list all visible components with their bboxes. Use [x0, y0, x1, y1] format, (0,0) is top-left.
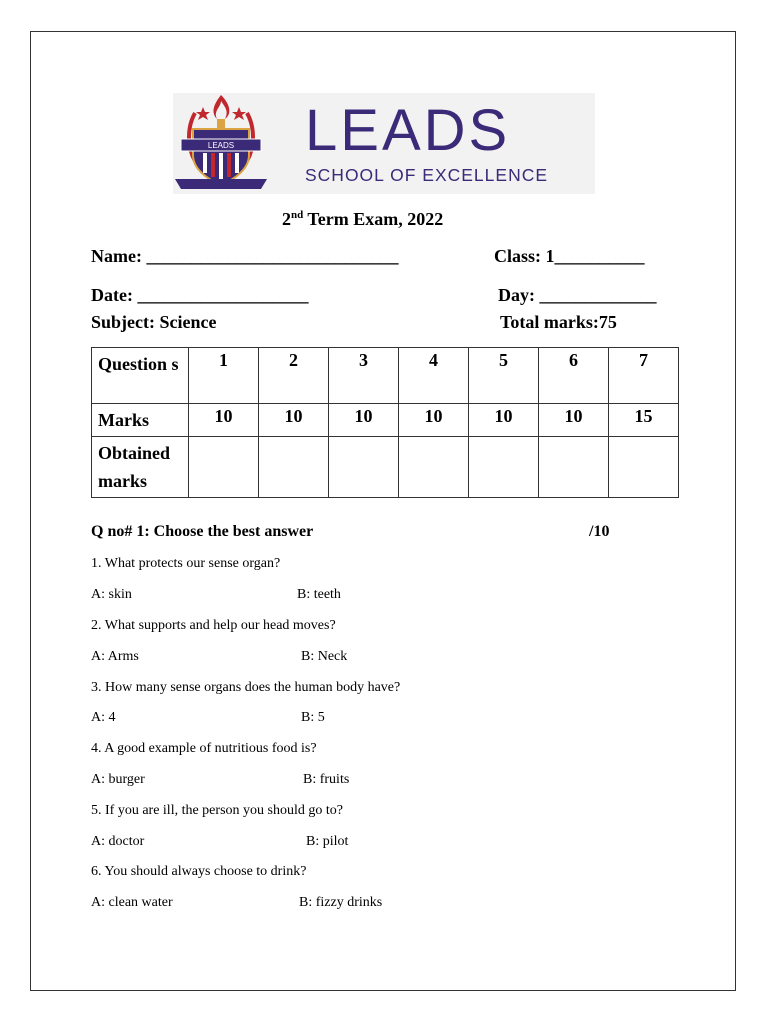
brand-subtitle: SCHOOL OF EXCELLENCE	[305, 165, 549, 185]
question-number-cell: 2	[259, 348, 329, 404]
option-a[interactable]: A: skin	[91, 587, 132, 602]
question-text: 5. If you are ill, the person you should go to?	[91, 803, 343, 818]
question-text: 1. What protects our sense organ?	[91, 556, 281, 571]
table-row-obtained	[92, 437, 679, 498]
obtained-marks-cell[interactable]	[539, 437, 609, 498]
option-b[interactable]: B: fizzy drinks	[299, 895, 383, 910]
obtained-marks-cell[interactable]	[609, 437, 679, 498]
name-field[interactable]: Name: ____________________________	[91, 246, 399, 266]
question-number-cell: 6	[539, 348, 609, 404]
option-a[interactable]: A: clean water	[91, 895, 173, 910]
marks-cell: 10	[469, 404, 539, 437]
option-b[interactable]: B: 5	[301, 710, 325, 725]
crest-ribbon-text: LEADS	[207, 141, 235, 150]
option-b[interactable]: B: fruits	[303, 772, 350, 787]
option-b[interactable]: B: pilot	[306, 834, 349, 849]
row-label-obtained: Obtained marks	[92, 437, 189, 498]
exam-title	[282, 209, 443, 230]
row-label-questions: Question s	[92, 348, 189, 404]
question-number-cell: 1	[189, 348, 259, 404]
row-label-marks: Marks	[92, 404, 189, 437]
question-text: 2. What supports and help our head moves?	[91, 618, 336, 633]
exam-title-text: Term Exam, 2022	[303, 209, 444, 229]
option-a[interactable]: A: burger	[91, 772, 145, 787]
question-number-cell: 7	[609, 348, 679, 404]
table-row-questions	[92, 348, 679, 404]
marks-table	[91, 347, 679, 498]
subject-label: Subject: Science	[91, 312, 217, 332]
marks-cell: 10	[539, 404, 609, 437]
total-marks-label: Total marks:75	[500, 312, 617, 332]
option-a[interactable]: A: doctor	[91, 834, 145, 849]
exam-title-ordinal: nd	[291, 209, 304, 221]
question-text: 6. You should always choose to drink?	[91, 864, 307, 879]
question-number-cell: 5	[469, 348, 539, 404]
obtained-marks-cell[interactable]	[329, 437, 399, 498]
question-text: 3. How many sense organs does the human body have?	[91, 680, 401, 695]
obtained-marks-cell[interactable]	[189, 437, 259, 498]
table-row-marks	[92, 404, 679, 437]
obtained-marks-cell[interactable]	[399, 437, 469, 498]
option-b[interactable]: B: teeth	[297, 587, 341, 602]
question-number-cell: 4	[399, 348, 469, 404]
date-field[interactable]: Date: ___________________	[91, 285, 309, 305]
class-field[interactable]: Class: 1__________	[494, 246, 645, 266]
section-score: /10	[589, 523, 610, 540]
obtained-marks-cell[interactable]	[469, 437, 539, 498]
school-logo-banner	[173, 93, 595, 194]
marks-cell: 10	[329, 404, 399, 437]
option-a[interactable]: A: Arms	[91, 649, 139, 664]
question-text: 4. A good example of nutritious food is?	[91, 741, 317, 756]
question-number-cell: 3	[329, 348, 399, 404]
brand-name: LEADS	[305, 98, 511, 163]
school-crest-icon	[173, 93, 269, 194]
option-b[interactable]: B: Neck	[301, 649, 348, 664]
marks-cell: 10	[259, 404, 329, 437]
section-title: Q no# 1: Choose the best answer	[91, 523, 314, 540]
marks-cell: 10	[399, 404, 469, 437]
obtained-marks-cell[interactable]	[259, 437, 329, 498]
option-a[interactable]: A: 4	[91, 710, 116, 725]
marks-cell: 15	[609, 404, 679, 437]
day-field[interactable]: Day: _____________	[498, 285, 657, 305]
exam-title-number: 2	[282, 209, 291, 229]
marks-cell: 10	[189, 404, 259, 437]
